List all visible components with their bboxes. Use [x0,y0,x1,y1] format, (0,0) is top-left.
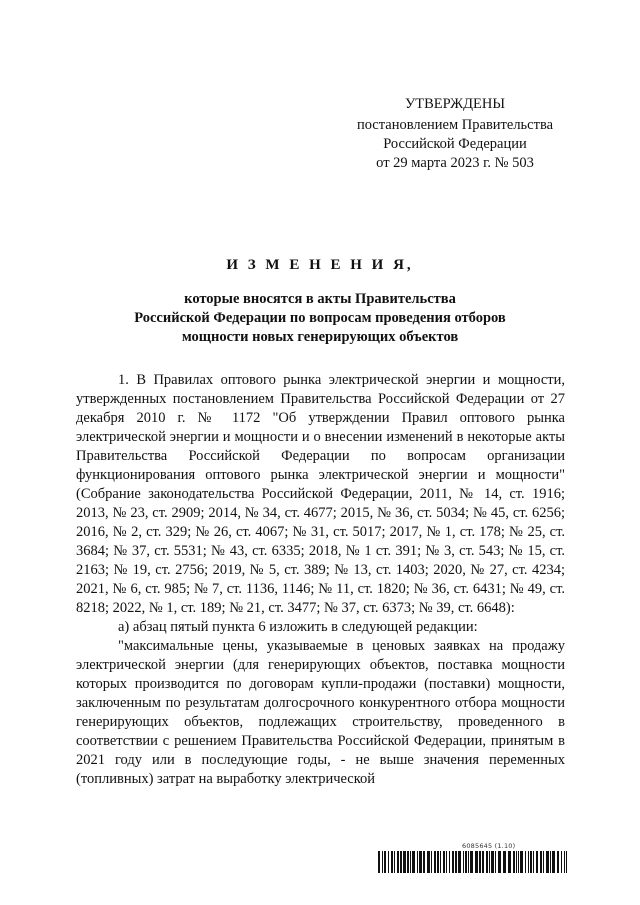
approval-line-3: от 29 марта 2023 г. № 503 [376,155,534,171]
approval-line-2: Российской Федерации [383,136,527,152]
paragraph-3: "максимальные цены, указываемые в ценовых заявках на продажу электрической энергии (для генерирующих объектов, поставка мощности которых производится по договорам купли-продажи (поставки) мощности, заключенным по результатам долгосрочного конкурентного отбора мощности генерирующих объектов, подлежащих строительству, проведенного в соответствии с решением Правительства Российской Федерации, принятым в 2021 году или в последующие годы, - не выше значения переменных (топливных) затрат на выработку электрической [76,638,565,787]
subtitle-line-1: которые вносятся в акты Правительства [184,291,456,307]
barcode-graphic [378,851,570,873]
approved-word: УТВЕРЖДЕНЫ [404,96,506,112]
approval-line-1: постановлением Правительства [356,117,554,133]
approval-stamp [330,95,580,173]
document-body [76,371,565,789]
document-title: И З М Е Н Е Н И Я, [226,257,414,273]
paragraph-1: 1. В Правилах оптового рынка электрической энергии и мощности, утвержденных постановлением Правительства Российской Федерации от 27 декабря 2010 г. № 1172 "Об утверждении Правил оптового рынка электрической энергии и мощности и о внесении изменений в некоторые акты Правительства Российской Федерации по вопросам организации функционирования оптового рынка электрической энергии и мощности" (Собрание законодательства Российской Федерации, 2011, № 14, ст. 1916; 2013, № 23, ст. 2909; 2014, № 34, ст. 4677; 2015, № 36, ст. 5034; № 45, ст. 6256; 2016, № 2, ст. 329; № 26, ст. 4067; № 31, ст. 5017; 2017, № 1, ст. 178; № 25, ст. 3684; № 37, ст. 5531; № 43, ст. 6335; 2018, № 1 ст. 391; № 3, ст. 543; № 15, ст. 2163; № 19, ст. 2756; 2019, № 5, ст. 389; № 13, ст. 1403; 2020, № 27, ст. 4234; 2021, № 6, ст. 985; № 7, ст. 1136, 1146; № 11, ст. 1820; № 36, ст. 6431; № 49, ст. 8218; 2022, № 1, ст. 189; № 21, ст. 3477; № 37, ст. 6373; № 39, ст. 6648): [76,372,565,616]
paragraph-2: а) абзац пятый пункта 6 изложить в следующей редакции: [118,619,478,635]
document-code: 6085645 (1.10) [462,842,516,850]
document-subtitle [90,290,550,347]
subtitle-line-2: Российской Федерации по вопросам проведения отборов [134,310,506,326]
subtitle-line-3: мощности новых генерирующих объектов [181,329,459,345]
